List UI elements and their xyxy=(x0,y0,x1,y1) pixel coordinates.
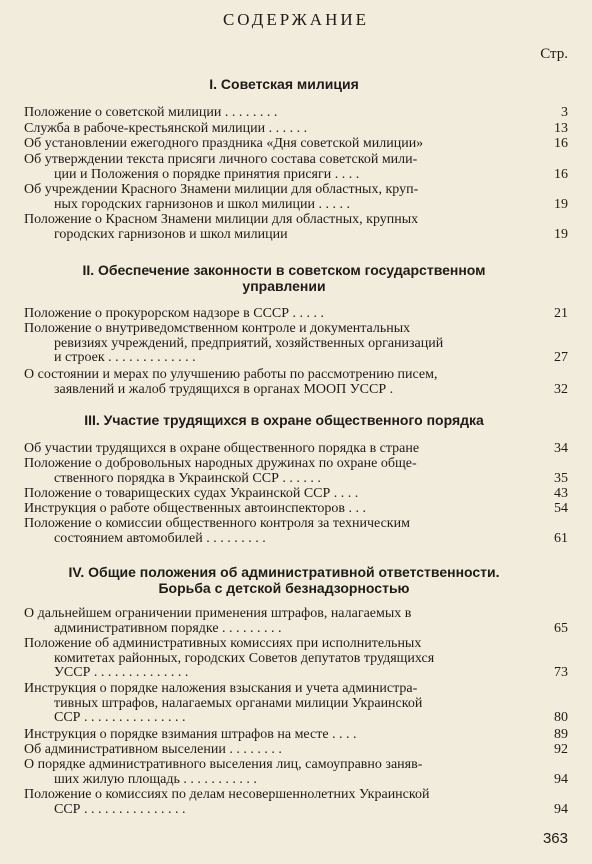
toc-entry xyxy=(24,137,528,152)
toc-entry-page-number: 94 xyxy=(554,771,568,787)
toc-entry-line: УССР . . . . . . . . . . . . . . xyxy=(54,666,189,680)
page-number: 363 xyxy=(542,830,568,847)
toc-entry-line: Инструкция о порядке наложения взыскания и учета администра- xyxy=(24,682,418,696)
toc-entry-line: Инструкция о порядке взимания штрафов на месте . . . . xyxy=(24,728,357,742)
section-heading-line: Борьба с детской безнадзорностью xyxy=(158,580,410,596)
toc-entry xyxy=(24,213,528,242)
toc-entry-line: Положение об административных комиссиях при исполнительных xyxy=(24,637,422,651)
toc-entry xyxy=(24,322,528,366)
toc-entry-line: ССР . . . . . . . . . . . . . . . xyxy=(54,802,186,817)
toc-entry-line: Служба в рабоче-крестьянской милиции . . . . . . xyxy=(24,122,308,136)
toc-entry-line: Об установлении ежегодного праздника «Дня советской милиции» xyxy=(24,137,424,151)
toc-entry-line: ственного порядка в Украинской ССР . . . . . . xyxy=(54,471,321,486)
toc-entry-line: О состоянии и мерах по улучшению работы по рассмотрению писем, xyxy=(24,368,438,382)
toc-entry-line: ССР . . . . . . . . . . . . . . . xyxy=(54,711,186,725)
toc-entry-line: Об участии трудящихся в охране общественного порядка в стране xyxy=(24,442,420,456)
toc-entry-page-number: 80 xyxy=(554,710,568,725)
toc-entry-line: тивных штрафов, налагаемых органами милиции Украинской xyxy=(54,696,423,711)
toc-entry-line: О порядке административного выселения лиц, самоуправно заняв- xyxy=(24,758,423,772)
toc-entry-page-number: 92 xyxy=(554,742,568,757)
toc-entry-page-number: 21 xyxy=(554,306,568,321)
toc-entry-page-number: 32 xyxy=(554,381,568,397)
toc-entry-page-number: 34 xyxy=(554,441,568,456)
toc-entry-line: Положение о комиссиях по делам несовершеннолетних Украинской xyxy=(24,788,430,802)
toc-entry-page-number: 19 xyxy=(554,196,568,212)
toc-entry-page-number: 27 xyxy=(554,350,568,365)
toc-entry xyxy=(24,307,528,322)
toc-entry-line: ции и Положения о порядке принятия присяги . . . . xyxy=(54,167,360,182)
toc-entry xyxy=(24,788,528,817)
section-heading-line: I. Советская милиция xyxy=(209,76,359,92)
toc-entry-line: Инструкция о работе общественных автоинспекторов . . . xyxy=(24,502,367,516)
toc-entry xyxy=(24,502,528,517)
toc-entry-line: Положение о добровольных народных дружинах по охране обще- xyxy=(24,457,417,471)
toc-entry-page-number: 13 xyxy=(554,121,568,136)
section-heading-line: IV. Общие положения об административной ответственности. xyxy=(68,564,500,580)
toc-entry-page-number: 54 xyxy=(554,501,568,516)
toc-entry xyxy=(24,758,528,787)
page-column-label: Стр. xyxy=(540,46,568,62)
toc-entry xyxy=(24,607,528,636)
toc-entry xyxy=(24,457,528,486)
toc-entry-page-number: 19 xyxy=(554,226,568,242)
section-heading-line: III. Участие трудящихся в охране общественного порядка xyxy=(84,412,484,428)
toc-entry-line: комитетах районных, городских Советов депутатов трудящихся xyxy=(54,651,435,666)
section-heading xyxy=(24,564,544,596)
toc-entry-line: О дальнейшем ограничении применения штрафов, налагаемых в xyxy=(24,607,412,621)
toc-entry-line: административном порядке . . . . . . . . . xyxy=(54,621,282,636)
toc-entry-page-number: 16 xyxy=(554,136,568,151)
toc-entry-line: Об учреждении Красного Знамени милиции для областных, круп- xyxy=(24,183,419,197)
toc-entry xyxy=(24,517,528,546)
toc-entry-line: городских гарнизонов и школ милиции xyxy=(54,227,288,242)
toc-entry-page-number: 35 xyxy=(554,470,568,486)
toc-entry-line: ревизиях учреждений, предприятий, хозяйственных организаций xyxy=(54,336,444,351)
toc-entry-line: заявлений и жалоб трудящихся в органах МООП УССР . xyxy=(54,382,394,397)
toc-entry-line: Положение о товарищеских судах Украинской ССР . . . . xyxy=(24,487,359,501)
toc-entry-page-number: 94 xyxy=(554,801,568,817)
toc-entry-line: Об утверждении текста присяги личного состава советской мили- xyxy=(24,153,418,167)
toc-entry-page-number: 3 xyxy=(561,105,568,120)
section-heading xyxy=(24,262,544,294)
toc-entry-page-number: 65 xyxy=(554,620,568,636)
toc-entry xyxy=(24,442,528,457)
toc-entry xyxy=(24,743,528,758)
toc-entry-line: Положение о прокурорском надзоре в СССР . . . . . xyxy=(24,307,325,321)
toc-entry-line: ших жилую площадь . . . . . . . . . . . xyxy=(54,772,257,787)
section-heading-line: управлении xyxy=(242,278,326,294)
toc-entry xyxy=(24,728,528,743)
toc-entry-page-number: 16 xyxy=(554,166,568,182)
toc-entry-page-number: 61 xyxy=(554,530,568,546)
toc-entry-page-number: 43 xyxy=(554,486,568,501)
toc-entry-line: и строек . . . . . . . . . . . . . xyxy=(54,351,196,365)
section-heading-line: II. Обеспечение законности в советском государственном xyxy=(82,262,486,278)
toc-entry xyxy=(24,637,528,681)
toc-entry-line: Положение о Красном Знамени милиции для областных, крупных xyxy=(24,213,419,227)
toc-entry xyxy=(24,487,528,502)
toc-entry xyxy=(24,183,528,212)
toc-entry-page-number: 89 xyxy=(554,727,568,742)
toc-entry xyxy=(24,153,528,182)
toc-entry-line: Положение о внутриведомственном контроле и документальных xyxy=(24,322,411,336)
toc-entry-line: Об административном выселении . . . . . . . . xyxy=(24,743,282,757)
section-heading xyxy=(24,76,544,92)
toc-entry-line: Положение о советской милиции . . . . . . . . xyxy=(24,106,278,120)
toc-entry xyxy=(24,122,528,137)
section-heading xyxy=(24,412,544,428)
toc-entry-line: Положение о комиссии общественного контроля за техническим xyxy=(24,517,410,531)
page-title: СОДЕРЖАНИЕ xyxy=(222,10,370,29)
toc-entry-line: состоянием автомобилей . . . . . . . . . xyxy=(54,531,266,546)
toc-entry-page-number: 73 xyxy=(554,665,568,680)
toc-entry-line: ных городских гарнизонов и школ милиции . . . . . xyxy=(54,197,350,212)
toc-entry xyxy=(24,368,528,397)
toc-entry xyxy=(24,106,528,121)
toc-entry xyxy=(24,682,528,726)
